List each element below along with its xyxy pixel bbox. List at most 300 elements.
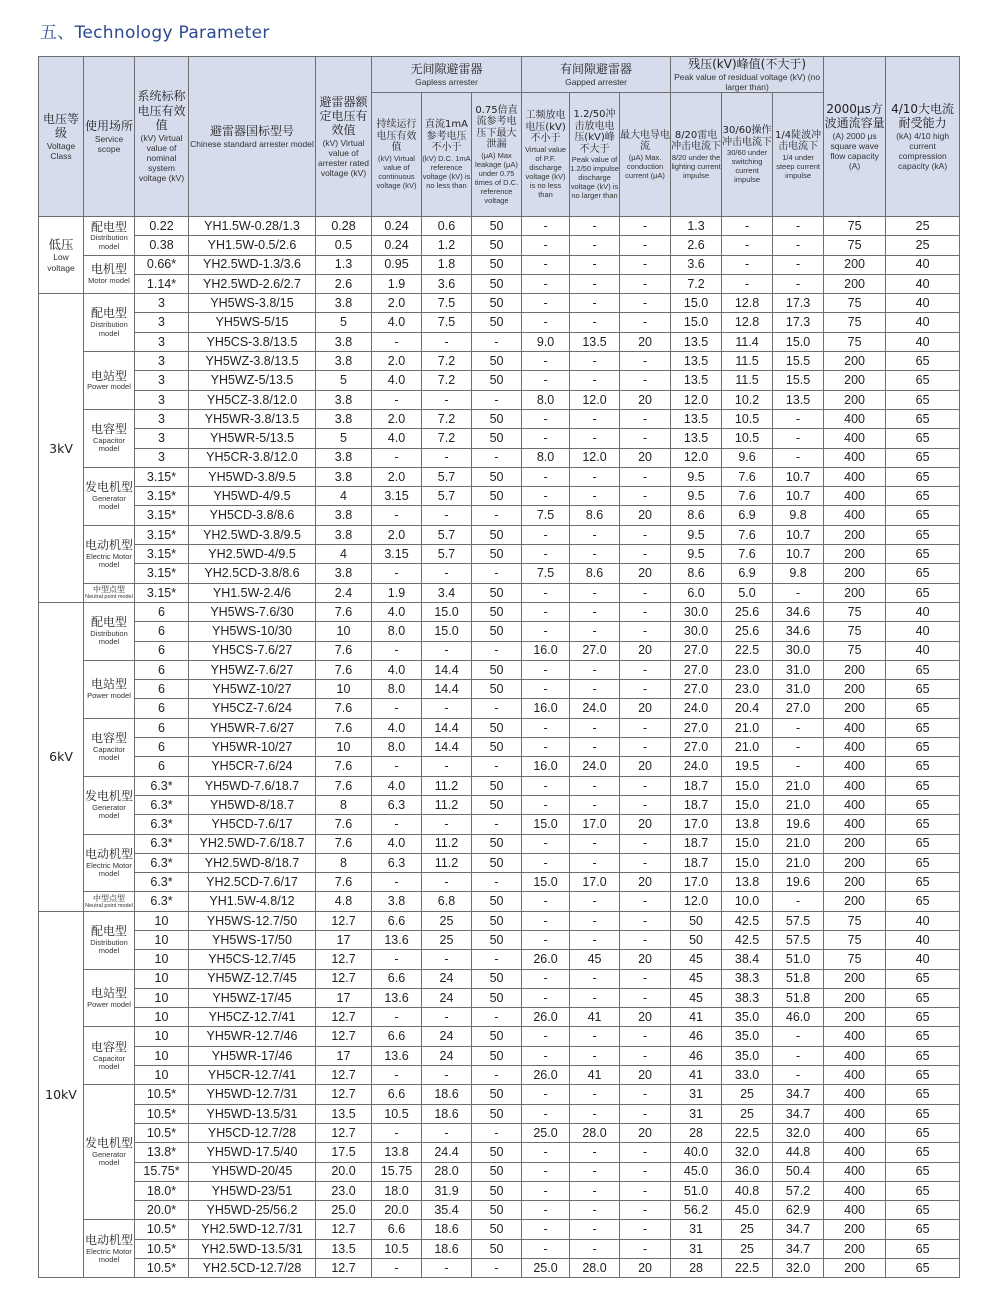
value-cell: 2.0 bbox=[372, 294, 422, 313]
header-service-scope: 使用场所 Service scope bbox=[84, 57, 135, 217]
value-cell: - bbox=[570, 274, 620, 293]
value-cell: - bbox=[773, 255, 824, 274]
value-cell: 20.0* bbox=[135, 1201, 189, 1220]
value-cell: 41 bbox=[671, 1008, 722, 1027]
value-cell: 3.4 bbox=[422, 583, 472, 602]
value-cell: 13.5 bbox=[671, 371, 722, 390]
value-cell: 12.7 bbox=[316, 1066, 372, 1085]
value-cell: - bbox=[620, 602, 671, 621]
value-cell: 50 bbox=[472, 429, 522, 448]
value-cell: 6.3 bbox=[372, 853, 422, 872]
value-cell: 75 bbox=[824, 332, 886, 351]
value-cell: 20.4 bbox=[722, 699, 773, 718]
value-cell: 12.8 bbox=[722, 294, 773, 313]
service-scope-label: 电动机型 bbox=[84, 846, 133, 861]
value-cell: 3.8 bbox=[372, 892, 422, 911]
value-cell: 10 bbox=[135, 911, 189, 930]
header-gapped-conduction-current: 最大电导电流 (μA) Max. conduction current (μA) bbox=[620, 93, 671, 217]
value-cell: 20 bbox=[620, 873, 671, 892]
value-cell: 13.8 bbox=[372, 1143, 422, 1162]
value-cell: 13.5 bbox=[671, 352, 722, 371]
value-cell: 50 bbox=[472, 545, 522, 564]
table-row bbox=[39, 834, 960, 853]
value-cell: - bbox=[522, 525, 570, 544]
value-cell: - bbox=[570, 622, 620, 641]
value-cell: - bbox=[422, 448, 472, 467]
value-cell: 65 bbox=[886, 352, 960, 371]
value-cell: 23.0 bbox=[316, 1181, 372, 1200]
value-cell: 400 bbox=[824, 448, 886, 467]
table-row bbox=[39, 602, 960, 621]
value-cell: 3.15* bbox=[135, 467, 189, 486]
table-row bbox=[39, 255, 960, 274]
value-cell: 6.8 bbox=[422, 892, 472, 911]
value-cell: 18.0 bbox=[372, 1181, 422, 1200]
value-cell: 65 bbox=[886, 873, 960, 892]
value-cell: - bbox=[773, 1046, 824, 1065]
value-cell: 1.14* bbox=[135, 274, 189, 293]
value-cell: 12.0 bbox=[671, 390, 722, 409]
value-cell: 27.0 bbox=[773, 699, 824, 718]
value-cell: - bbox=[422, 757, 472, 776]
value-cell: 8.0 bbox=[522, 390, 570, 409]
value-cell: 32.0 bbox=[773, 1259, 824, 1278]
value-cell: - bbox=[422, 332, 472, 351]
service-scope-cell bbox=[84, 602, 135, 660]
value-cell: 200 bbox=[824, 660, 886, 679]
value-cell: 34.6 bbox=[773, 602, 824, 621]
value-cell: - bbox=[722, 255, 773, 274]
value-cell: 40 bbox=[886, 930, 960, 949]
value-cell: 24 bbox=[422, 988, 472, 1007]
service-scope-label-en: Generator model bbox=[92, 802, 126, 820]
value-cell: 3.8 bbox=[316, 332, 372, 351]
value-cell: 24.0 bbox=[570, 699, 620, 718]
service-scope-label-en: Neutral point model bbox=[85, 594, 133, 601]
service-scope-label: 电站型 bbox=[90, 986, 127, 1000]
service-scope-cell bbox=[84, 776, 135, 834]
value-cell: - bbox=[620, 988, 671, 1007]
model-cell: YH5WS-5/15 bbox=[189, 313, 316, 332]
value-cell: 25.0 bbox=[522, 1259, 570, 1278]
value-cell: 13.5 bbox=[570, 332, 620, 351]
value-cell: - bbox=[773, 738, 824, 757]
model-cell: YH2.5WD-2.6/2.7 bbox=[189, 274, 316, 293]
value-cell: - bbox=[570, 680, 620, 699]
value-cell: 3.15* bbox=[135, 506, 189, 525]
value-cell: - bbox=[570, 1143, 620, 1162]
service-scope-label: 配电型 bbox=[90, 219, 127, 234]
value-cell: 65 bbox=[886, 969, 960, 988]
value-cell: - bbox=[522, 545, 570, 564]
value-cell: 27.0 bbox=[671, 738, 722, 757]
value-cell: - bbox=[472, 757, 522, 776]
table-row bbox=[39, 1046, 960, 1065]
table-row bbox=[39, 795, 960, 814]
value-cell: - bbox=[620, 911, 671, 930]
service-scope-cell bbox=[84, 911, 135, 969]
value-cell: - bbox=[773, 718, 824, 737]
table-row bbox=[39, 969, 960, 988]
value-cell: 400 bbox=[824, 776, 886, 795]
value-cell: 34.7 bbox=[773, 1220, 824, 1239]
model-cell: YH5WR-3.8/13.5 bbox=[189, 409, 316, 428]
value-cell: 15.0 bbox=[422, 622, 472, 641]
service-scope-cell bbox=[84, 217, 135, 256]
value-cell: 18.7 bbox=[671, 776, 722, 795]
service-scope-label: 发电机型 bbox=[84, 480, 133, 495]
model-cell: YH5WS-12.7/50 bbox=[189, 911, 316, 930]
value-cell: 6 bbox=[135, 641, 189, 660]
value-cell: 7.5 bbox=[522, 506, 570, 525]
voltage-class-cell bbox=[39, 294, 84, 603]
value-cell: - bbox=[522, 255, 570, 274]
value-cell: 50 bbox=[472, 1104, 522, 1123]
value-cell: 20 bbox=[620, 1066, 671, 1085]
value-cell: 6.6 bbox=[372, 969, 422, 988]
value-cell: 6 bbox=[135, 622, 189, 641]
value-cell: 6 bbox=[135, 757, 189, 776]
value-cell: - bbox=[522, 795, 570, 814]
value-cell: - bbox=[620, 1162, 671, 1181]
value-cell: 3.15* bbox=[135, 564, 189, 583]
header-residual-steep: 1/4陡波冲击电流下 1/4 under steep current impulse bbox=[773, 93, 824, 217]
value-cell: - bbox=[570, 1220, 620, 1239]
value-cell: 6 bbox=[135, 699, 189, 718]
value-cell: 40 bbox=[886, 622, 960, 641]
value-cell: 28.0 bbox=[422, 1162, 472, 1181]
value-cell: 13.5 bbox=[671, 429, 722, 448]
value-cell: 1.3 bbox=[316, 255, 372, 274]
value-cell: 400 bbox=[824, 815, 886, 834]
service-scope-cell bbox=[84, 969, 135, 1027]
value-cell: 14.4 bbox=[422, 718, 472, 737]
value-cell: - bbox=[620, 1143, 671, 1162]
service-scope-label-en: Motor model bbox=[88, 276, 130, 286]
value-cell: 25 bbox=[722, 1085, 773, 1104]
service-scope-label-en: Distribution model bbox=[90, 937, 128, 956]
value-cell: 6.9 bbox=[722, 564, 773, 583]
value-cell: 22.5 bbox=[722, 1259, 773, 1278]
value-cell: - bbox=[372, 448, 422, 467]
value-cell: 8 bbox=[316, 853, 372, 872]
value-cell: - bbox=[570, 487, 620, 506]
header-model: 避雷器国标型号 Chinese standard arrester model bbox=[189, 57, 316, 217]
value-cell: 10.7 bbox=[773, 467, 824, 486]
value-cell: 10 bbox=[135, 950, 189, 969]
model-cell: YH5WS-3.8/15 bbox=[189, 294, 316, 313]
value-cell: - bbox=[620, 487, 671, 506]
value-cell: 4.0 bbox=[372, 371, 422, 390]
service-scope-label-en: Power model bbox=[87, 999, 131, 1009]
model-cell: YH5WS-7.6/30 bbox=[189, 602, 316, 621]
service-scope-label: 电站型 bbox=[90, 368, 127, 383]
service-scope-label: 电动机型 bbox=[84, 1232, 133, 1247]
value-cell: 34.7 bbox=[773, 1085, 824, 1104]
model-cell: YH5WD-13.5/31 bbox=[189, 1104, 316, 1123]
model-cell: YH5WD-3.8/9.5 bbox=[189, 467, 316, 486]
value-cell: 11.2 bbox=[422, 795, 472, 814]
value-cell: - bbox=[522, 776, 570, 795]
value-cell: 12.7 bbox=[316, 1027, 372, 1046]
value-cell: 200 bbox=[824, 274, 886, 293]
value-cell: 65 bbox=[886, 1181, 960, 1200]
model-cell: YH5WS-10/30 bbox=[189, 622, 316, 641]
value-cell: 19.5 bbox=[722, 757, 773, 776]
table-row bbox=[39, 487, 960, 506]
value-cell: 3 bbox=[135, 409, 189, 428]
value-cell: - bbox=[522, 217, 570, 236]
value-cell: - bbox=[522, 1220, 570, 1239]
value-cell: 50 bbox=[472, 1181, 522, 1200]
value-cell: 65 bbox=[886, 815, 960, 834]
header-residual-voltage: 残压(kV)峰值(不大于) Peak value of residual voltage (kV) (no larger than) bbox=[671, 57, 824, 93]
service-scope-label-en: Distribution model bbox=[90, 233, 128, 251]
value-cell: - bbox=[372, 1123, 422, 1142]
value-cell: - bbox=[620, 853, 671, 872]
value-cell: 65 bbox=[886, 1259, 960, 1278]
table-row bbox=[39, 506, 960, 525]
model-cell: YH2.5WD-8/18.7 bbox=[189, 853, 316, 872]
value-cell: 6.3* bbox=[135, 834, 189, 853]
value-cell: 17.0 bbox=[570, 815, 620, 834]
value-cell: - bbox=[522, 680, 570, 699]
value-cell: 18.6 bbox=[422, 1239, 472, 1258]
value-cell: 65 bbox=[886, 467, 960, 486]
table-row bbox=[39, 680, 960, 699]
value-cell: 10 bbox=[135, 1027, 189, 1046]
value-cell: 75 bbox=[824, 950, 886, 969]
value-cell: 50 bbox=[472, 313, 522, 332]
service-scope-label: 电机型 bbox=[90, 262, 127, 277]
value-cell: 17.0 bbox=[570, 873, 620, 892]
model-cell: YH5WR-5/13.5 bbox=[189, 429, 316, 448]
value-cell: - bbox=[773, 448, 824, 467]
table-row bbox=[39, 236, 960, 255]
value-cell: - bbox=[620, 313, 671, 332]
value-cell: - bbox=[472, 815, 522, 834]
table-row bbox=[39, 217, 960, 236]
value-cell: 1.3 bbox=[671, 217, 722, 236]
value-cell: 3.15 bbox=[372, 487, 422, 506]
value-cell: - bbox=[722, 236, 773, 255]
value-cell: 200 bbox=[824, 873, 886, 892]
value-cell: - bbox=[620, 1239, 671, 1258]
value-cell: - bbox=[472, 506, 522, 525]
value-cell: 7.6 bbox=[722, 545, 773, 564]
table-row bbox=[39, 738, 960, 757]
value-cell: 7.6 bbox=[722, 525, 773, 544]
value-cell: - bbox=[522, 1239, 570, 1258]
value-cell: 50 bbox=[472, 236, 522, 255]
value-cell: 15.0 bbox=[522, 873, 570, 892]
value-cell: 40 bbox=[886, 602, 960, 621]
value-cell: 12.7 bbox=[316, 911, 372, 930]
value-cell: 50 bbox=[472, 660, 522, 679]
service-scope-label: 发电机型 bbox=[84, 1136, 133, 1151]
value-cell: 7.6 bbox=[316, 757, 372, 776]
value-cell: - bbox=[570, 217, 620, 236]
value-cell: - bbox=[372, 815, 422, 834]
service-scope-label: 电站型 bbox=[90, 677, 127, 692]
model-cell: YH5WR-12.7/46 bbox=[189, 1027, 316, 1046]
value-cell: 40 bbox=[886, 294, 960, 313]
value-cell: 7.2 bbox=[422, 409, 472, 428]
value-cell: - bbox=[570, 371, 620, 390]
value-cell: 3.15* bbox=[135, 525, 189, 544]
value-cell: 65 bbox=[886, 1201, 960, 1220]
value-cell: 62.9 bbox=[773, 1201, 824, 1220]
value-cell: 200 bbox=[824, 255, 886, 274]
value-cell: 11.2 bbox=[422, 853, 472, 872]
model-cell: YH5CR-7.6/24 bbox=[189, 757, 316, 776]
value-cell: 6.3* bbox=[135, 873, 189, 892]
value-cell: 46 bbox=[671, 1027, 722, 1046]
value-cell: 0.66* bbox=[135, 255, 189, 274]
value-cell: 7.6 bbox=[316, 815, 372, 834]
value-cell: 200 bbox=[824, 583, 886, 602]
header-gapped-arrester: 有间隙避雷器 Gapped arrester bbox=[522, 57, 671, 93]
value-cell: 26.0 bbox=[522, 950, 570, 969]
value-cell: 13.6 bbox=[372, 1046, 422, 1065]
value-cell: - bbox=[522, 352, 570, 371]
value-cell: - bbox=[522, 1201, 570, 1220]
value-cell: 40 bbox=[886, 641, 960, 660]
value-cell: 2.0 bbox=[372, 409, 422, 428]
value-cell: - bbox=[620, 1046, 671, 1065]
value-cell: 65 bbox=[886, 564, 960, 583]
value-cell: - bbox=[570, 602, 620, 621]
table-row bbox=[39, 294, 960, 313]
service-scope-label-en: Distribution model bbox=[90, 320, 128, 338]
value-cell: 50 bbox=[472, 718, 522, 737]
table-row bbox=[39, 988, 960, 1007]
value-cell: 65 bbox=[886, 757, 960, 776]
model-cell: YH2.5WD-4/9.5 bbox=[189, 545, 316, 564]
value-cell: 3.6 bbox=[422, 274, 472, 293]
value-cell: 400 bbox=[824, 738, 886, 757]
value-cell: 25.0 bbox=[522, 1123, 570, 1142]
value-cell: 16.0 bbox=[522, 699, 570, 718]
page-title: 五、Technology Parameter bbox=[40, 23, 270, 43]
service-scope-label-en: Distribution model bbox=[90, 629, 128, 647]
value-cell: 65 bbox=[886, 1143, 960, 1162]
voltage-class-cell bbox=[39, 911, 84, 1278]
value-cell: 400 bbox=[824, 795, 886, 814]
value-cell: 25 bbox=[886, 236, 960, 255]
value-cell: 40 bbox=[886, 950, 960, 969]
value-cell: 4.0 bbox=[372, 602, 422, 621]
value-cell: 46 bbox=[671, 1046, 722, 1065]
value-cell: 75 bbox=[824, 294, 886, 313]
value-cell: 50 bbox=[472, 1027, 522, 1046]
value-cell: - bbox=[522, 930, 570, 949]
model-cell: YH1.5W-0.5/2.6 bbox=[189, 236, 316, 255]
value-cell: 21.0 bbox=[773, 776, 824, 795]
value-cell: 12.8 bbox=[722, 313, 773, 332]
value-cell: 400 bbox=[824, 757, 886, 776]
value-cell: - bbox=[620, 371, 671, 390]
table-row bbox=[39, 1162, 960, 1181]
value-cell: 18.6 bbox=[422, 1085, 472, 1104]
value-cell: - bbox=[472, 390, 522, 409]
value-cell: 50 bbox=[472, 930, 522, 949]
value-cell: 3 bbox=[135, 352, 189, 371]
value-cell: 25 bbox=[886, 217, 960, 236]
value-cell: - bbox=[620, 622, 671, 641]
value-cell: - bbox=[620, 892, 671, 911]
value-cell: 7.6 bbox=[316, 699, 372, 718]
value-cell: 3.8 bbox=[316, 390, 372, 409]
value-cell: 10 bbox=[316, 622, 372, 641]
model-cell: YH1.5W-2.4/6 bbox=[189, 583, 316, 602]
value-cell: 12.0 bbox=[570, 448, 620, 467]
model-cell: YH5WD-25/56.2 bbox=[189, 1201, 316, 1220]
value-cell: 50 bbox=[472, 911, 522, 930]
value-cell: 0.24 bbox=[372, 236, 422, 255]
value-cell: 50 bbox=[472, 1046, 522, 1065]
value-cell: 7.6 bbox=[316, 641, 372, 660]
value-cell: 200 bbox=[824, 352, 886, 371]
model-cell: YH5WD-12.7/31 bbox=[189, 1085, 316, 1104]
value-cell: 200 bbox=[824, 1220, 886, 1239]
model-cell: YH1.5W-4.8/12 bbox=[189, 892, 316, 911]
value-cell: 8.6 bbox=[671, 564, 722, 583]
table-row bbox=[39, 718, 960, 737]
value-cell: 200 bbox=[824, 969, 886, 988]
value-cell: 25 bbox=[422, 930, 472, 949]
value-cell: - bbox=[422, 390, 472, 409]
value-cell: 6.9 bbox=[722, 506, 773, 525]
model-cell: YH5WZ-7.6/27 bbox=[189, 660, 316, 679]
value-cell: 2.4 bbox=[316, 583, 372, 602]
value-cell: - bbox=[422, 1066, 472, 1085]
value-cell: 6.0 bbox=[671, 583, 722, 602]
value-cell: 15.0 bbox=[671, 294, 722, 313]
value-cell: 6.3* bbox=[135, 776, 189, 795]
table-row bbox=[39, 332, 960, 351]
value-cell: 10 bbox=[316, 738, 372, 757]
value-cell: 10.5 bbox=[372, 1104, 422, 1123]
value-cell: 3.8 bbox=[316, 525, 372, 544]
value-cell: 1.2 bbox=[422, 236, 472, 255]
value-cell: 10.5* bbox=[135, 1085, 189, 1104]
value-cell: 50 bbox=[472, 1085, 522, 1104]
table-row bbox=[39, 390, 960, 409]
value-cell: 10 bbox=[135, 988, 189, 1007]
value-cell: 45 bbox=[671, 988, 722, 1007]
value-cell: 20 bbox=[620, 448, 671, 467]
value-cell: 65 bbox=[886, 699, 960, 718]
value-cell: 25.0 bbox=[316, 1201, 372, 1220]
value-cell: 25 bbox=[722, 1104, 773, 1123]
value-cell: 50 bbox=[472, 1201, 522, 1220]
value-cell: 400 bbox=[824, 1027, 886, 1046]
model-cell: YH5CS-12.7/45 bbox=[189, 950, 316, 969]
value-cell: - bbox=[620, 274, 671, 293]
service-scope-cell bbox=[84, 255, 135, 294]
service-scope-label-en: Power model bbox=[87, 382, 131, 392]
value-cell: 13.8 bbox=[722, 873, 773, 892]
service-scope-label-en: Electric Motor model bbox=[86, 1246, 132, 1264]
header-gapped-impulse-discharge: 1.2/50冲击放电电压(kV)峰不大于 Peak value of 1.2/50 impulse discharge voltage (kV) is no larger than bbox=[570, 93, 620, 217]
value-cell: - bbox=[422, 699, 472, 718]
value-cell: 50 bbox=[472, 487, 522, 506]
value-cell: 400 bbox=[824, 1066, 886, 1085]
value-cell: 21.0 bbox=[773, 795, 824, 814]
value-cell: - bbox=[570, 776, 620, 795]
value-cell: 15.5 bbox=[773, 371, 824, 390]
